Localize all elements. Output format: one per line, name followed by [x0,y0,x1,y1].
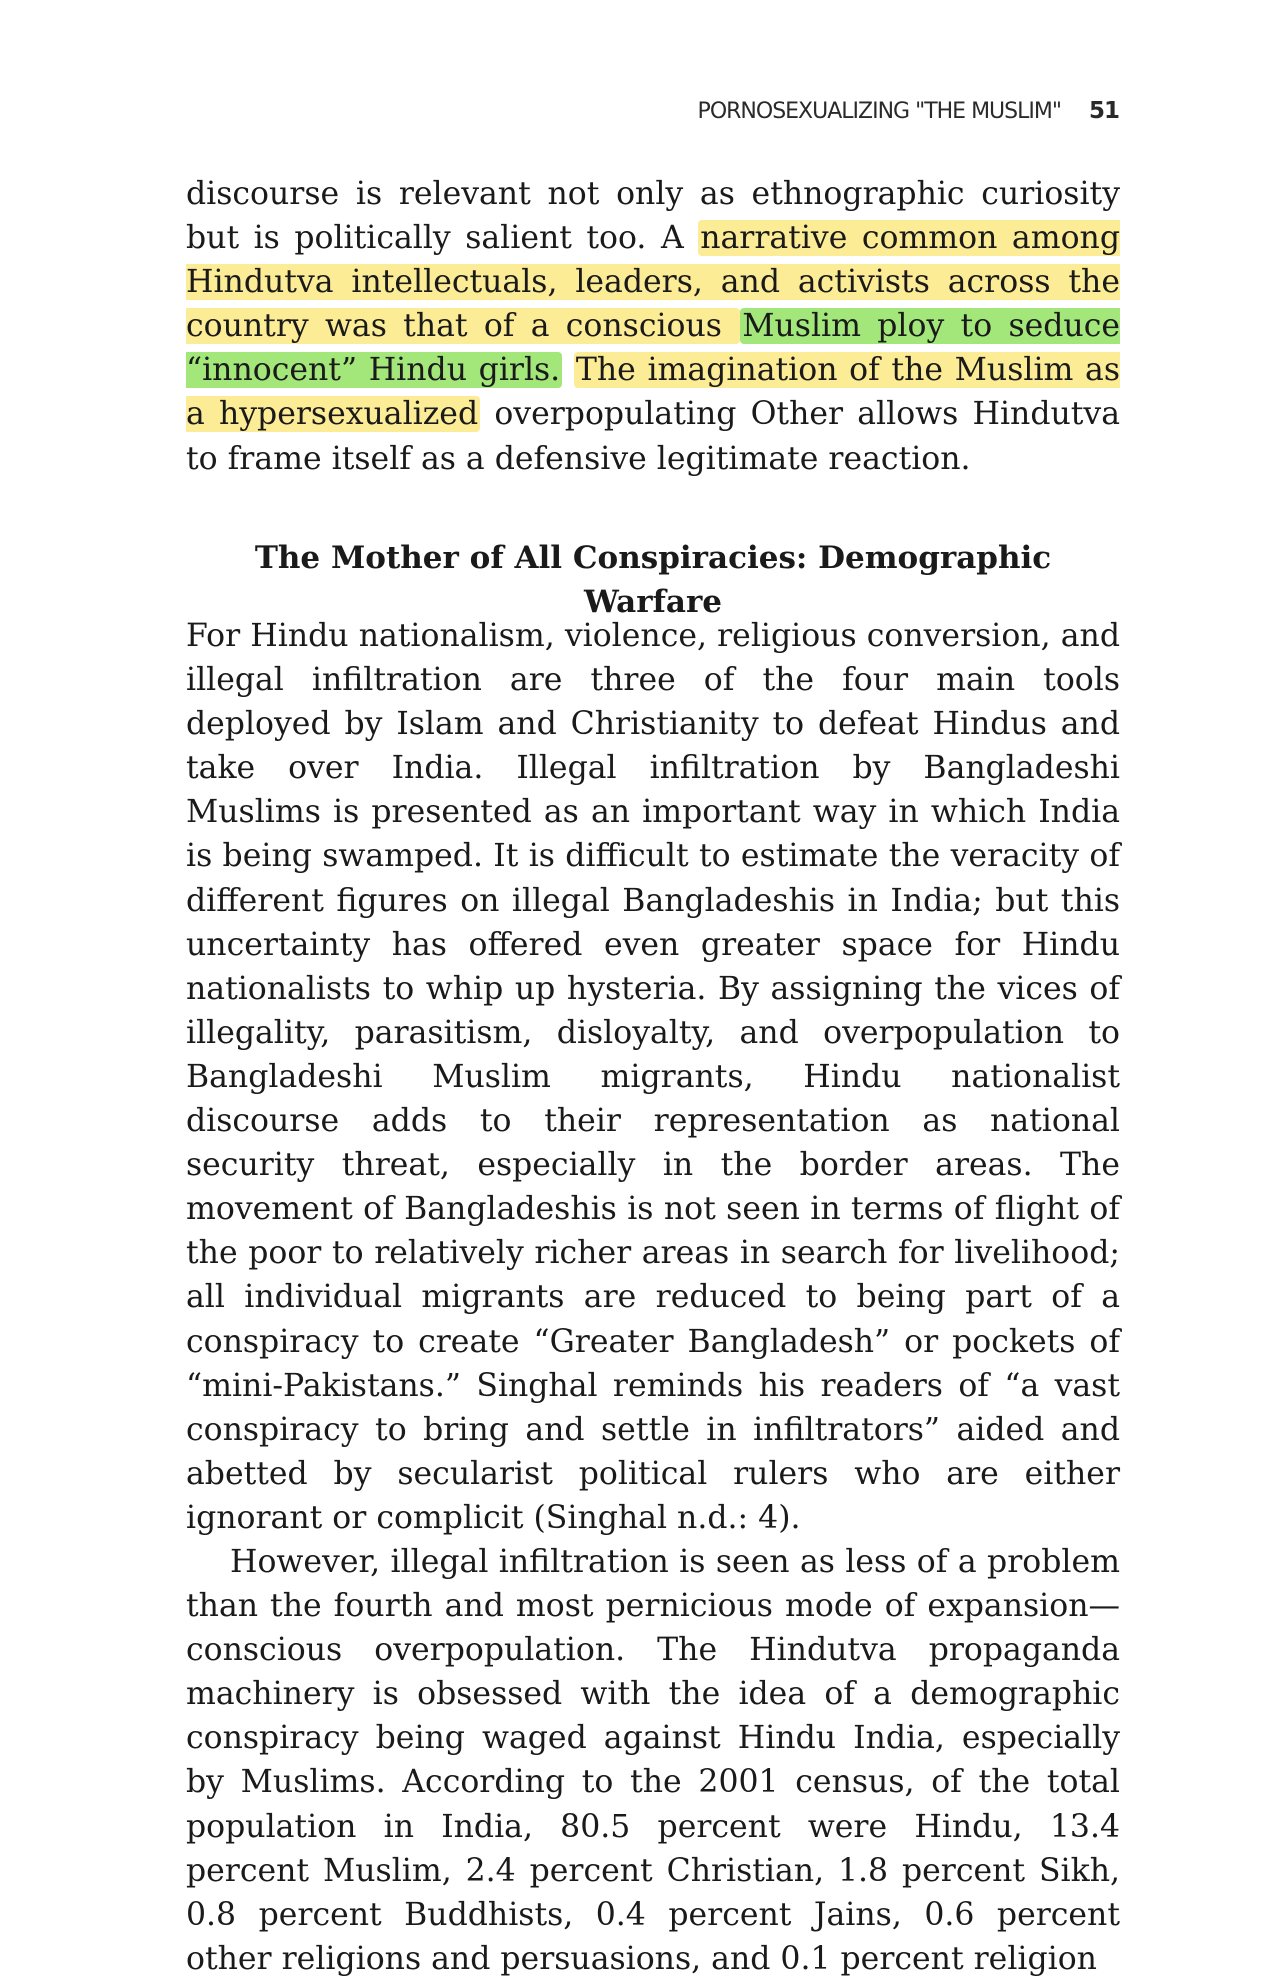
section-heading: The Mother of All Conspiracies: Demographic Warfare [254,540,1052,620]
page-number: 51 [1088,98,1119,124]
paragraph-text: discourse is relevant not only as ethnographic curiosity but is politically salient too. A [186,176,1120,257]
running-title: PORNOSEXUALIZING "THE MUSLIM" [697,99,1061,124]
paragraph: For Hindu nationalism, violence, religious conversion, and illegal infiltration are three of the four main tools deployed by Islam and Christianity to defeat Hindus and take over India. Illegal infiltration by Bangladeshi Muslims is presented as an important way in which India is being swamped. It is difficult to estimate the veracity of different figures on illegal Bangladeshis in India; but this uncertainty has offered even greater space for Hindu nationalists to whip up hysteria. By assigning the vices of illegality, parasitism, disloyalty, and overpopulation to Bangladeshi Muslim migrants, Hindu nationalist discourse adds to their representation as national security threat, especially in the border areas. The movement of Bangladeshis is not seen in terms of flight of the poor to relatively richer areas in search for livelihood; all individual migrants are reduced to being part of a conspiracy to create “Greater Bangladesh” or pockets of “mini-Pakistans.” Singhal reminds his readers of “a vast conspiracy to bring and settle in infiltrators” aided and abetted by secularist political rulers who are either ignorant or complicit (Singhal n.d.: 4). [186,618,1120,1536]
paragraph-continued [186,172,1120,481]
running-header [698,98,1119,124]
paragraph: However, illegal infiltration is seen as less of a problem than the fourth and most pernicious mode of expansion—conscious overpopulation. The Hindutva propaganda machinery is obsessed with the idea of a demographic conspiracy being waged against Hindu India, especially by Muslims. According to the 2001 census, of the total population in India, 80.5 percent were Hindu, 13.4 percent Muslim, 2.4 percent Christian, 1.8 percent Sikh, 0.8 percent Buddhists, 0.4 percent Jains, 0.6 percent other religions and persuasions, and 0.1 percent religion [186,1543,1120,1977]
highlight-green[interactable]: Muslim ploy to seduce “innocent” Hindu girls. [186,308,1120,389]
highlight-yellow[interactable]: The imagination of the Muslim as a hypersexualized [186,352,1120,433]
paragraph-text: overpopulating Other allows Hindutva to frame itself as a defensive legitimate reaction. [186,396,1121,477]
highlight-yellow[interactable]: narrative common among Hindutva intellectuals, leaders, and activists across the country was that of a conscious [186,220,1120,345]
section-body [186,614,1120,1981]
